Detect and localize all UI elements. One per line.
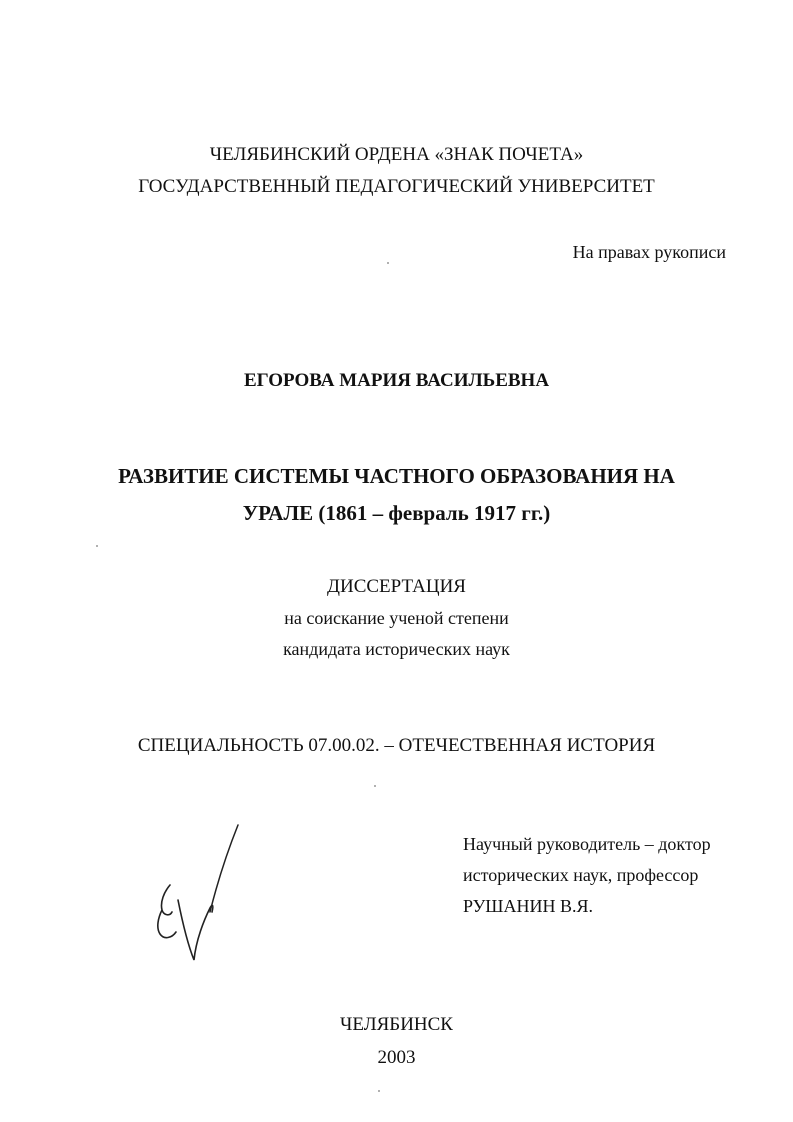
supervisor-line1: Научный руководитель – доктор — [463, 834, 711, 854]
degree-line2: кандидата исторических наук — [283, 639, 510, 659]
scan-speck — [96, 545, 98, 547]
manuscript-note: На правах рукописи — [572, 242, 726, 262]
handwritten-signature-icon — [148, 820, 248, 965]
dissertation-title-line1: РАЗВИТИЕ СИСТЕМЫ ЧАСТНОГО ОБРАЗОВАНИЯ НА — [118, 464, 675, 488]
scan-speck — [378, 1090, 380, 1092]
supervisor-line2: исторических наук, профессор — [463, 865, 699, 885]
university-name-line1: ЧЕЛЯБИНСКИЙ ОРДЕНА «ЗНАК ПОЧЕТА» — [209, 144, 584, 165]
scan-speck — [387, 262, 389, 264]
specialty: СПЕЦИАЛЬНОСТЬ 07.00.02. – ОТЕЧЕСТВЕННАЯ ИСТОРИЯ — [137, 735, 656, 756]
author-name: ЕГОРОВА МАРИЯ ВАСИЛЬЕВНА — [243, 370, 550, 391]
dissertation-title-line2: УРАЛЕ (1861 – февраль 1917 гг.) — [242, 501, 551, 525]
university-name-line2: ГОСУДАРСТВЕННЫЙ ПЕДАГОГИЧЕСКИЙ УНИВЕРСИТЕТ — [138, 176, 655, 197]
year: 2003 — [377, 1047, 416, 1068]
scan-speck — [374, 785, 376, 787]
city: ЧЕЛЯБИНСК — [340, 1014, 453, 1035]
supervisor-name: РУШАНИН В.Я. — [463, 896, 593, 916]
supervisor-block — [463, 829, 711, 922]
work-type-label: ДИССЕРТАЦИЯ — [327, 576, 466, 597]
degree-line1: на соискание ученой степени — [284, 608, 509, 628]
